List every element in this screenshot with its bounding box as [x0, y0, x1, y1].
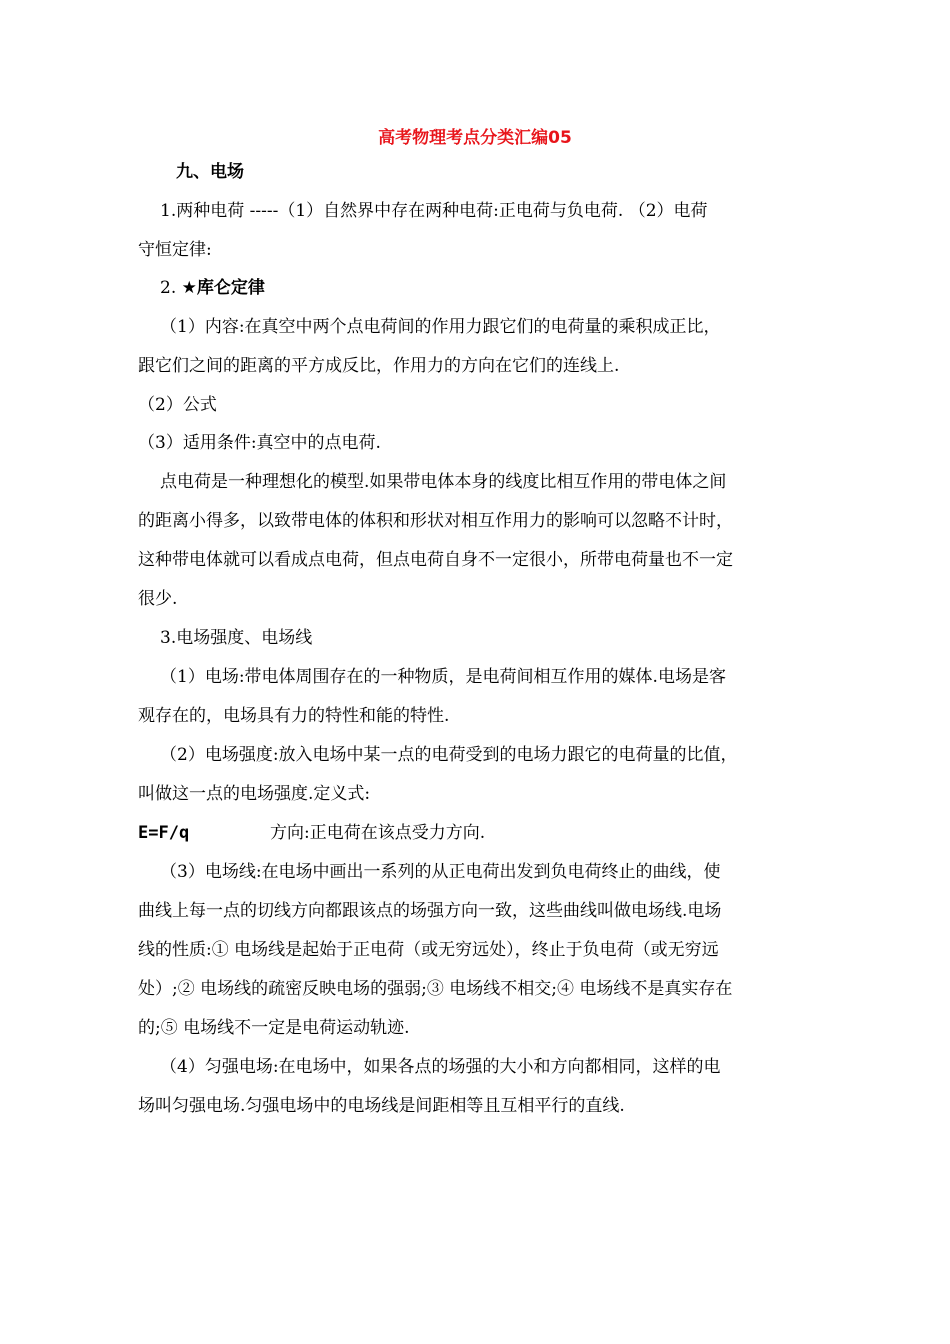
- paragraph-line: 场叫匀强电场.匀强电场中的电场线是间距相等且互相平行的直线.: [138, 1096, 625, 1116]
- subsection-heading: [160, 276, 265, 300]
- paragraph-line: 点电荷是一种理想化的模型.如果带电体本身的线度比相互作用的带电体之间: [160, 472, 727, 492]
- paragraph-line: 这种带电体就可以看成点电荷，但点电荷自身不一定很小，所带电荷量也不一定: [138, 550, 733, 570]
- paragraph-line: 观存在的，电场具有力的特性和能的特性.: [138, 706, 450, 726]
- section-heading: 九、电场: [176, 162, 244, 182]
- paragraph-line: （3）电场线:在电场中画出一系列的从正电荷出发到负电荷终止的曲线，使: [160, 862, 721, 882]
- paragraph-line: 的距离小得多，以致带电体的体积和形状对相互作用力的影响可以忽略不计时，: [138, 511, 733, 531]
- paragraph-line: 线的性质:① 电场线是起始于正电荷（或无穷远处），终止于负电荷（或无穷远: [138, 940, 719, 960]
- paragraph-line: 叫做这一点的电场强度.定义式:: [138, 784, 371, 804]
- paragraph-line: （1）电场:带电体周围存在的一种物质，是电荷间相互作用的媒体.电场是客: [160, 667, 726, 687]
- paragraph-line: （2）公式: [138, 395, 217, 415]
- paragraph-line: 处）;② 电场线的疏密反映电场的强弱;③ 电场线不相交;④ 电场线不是真实存在: [138, 979, 733, 999]
- paragraph-line: 很少.: [138, 589, 178, 609]
- paragraph-line: （3）适用条件:真空中的点电荷.: [138, 433, 381, 453]
- paragraph-line: 1.两种电荷 -----（1）自然界中存在两种电荷:正电荷与负电荷. （2）电荷: [160, 201, 708, 221]
- paragraph-line: （1）内容:在真空中两个点电荷间的作用力跟它们的电荷量的乘积成正比，: [160, 317, 721, 337]
- paragraph-line: 的;⑤ 电场线不一定是电荷运动轨迹.: [138, 1018, 410, 1038]
- subsection-title: ★库仑定律: [181, 278, 265, 298]
- subsection-number: 2.: [160, 278, 182, 298]
- subsection-heading: 3.电场强度、电场线: [160, 628, 313, 648]
- document-title: 高考物理考点分类汇编05: [378, 128, 572, 148]
- paragraph-line: （2）电场强度:放入电场中某一点的电荷受到的电场力跟它的电荷量的比值，: [160, 745, 738, 765]
- paragraph-line: 守恒定律:: [138, 240, 212, 260]
- paragraph-line: 方向:正电荷在该点受力方向.: [270, 823, 486, 843]
- paragraph-line: 曲线上每一点的切线方向都跟该点的场强方向一致，这些曲线叫做电场线.电场: [138, 901, 722, 921]
- paragraph-line: 跟它们之间的距离的平方成反比，作用力的方向在它们的连线上.: [138, 356, 620, 376]
- formula: E=F/q: [138, 823, 190, 843]
- paragraph-line: （4）匀强电场:在电场中，如果各点的场强的大小和方向都相同，这样的电: [160, 1057, 721, 1077]
